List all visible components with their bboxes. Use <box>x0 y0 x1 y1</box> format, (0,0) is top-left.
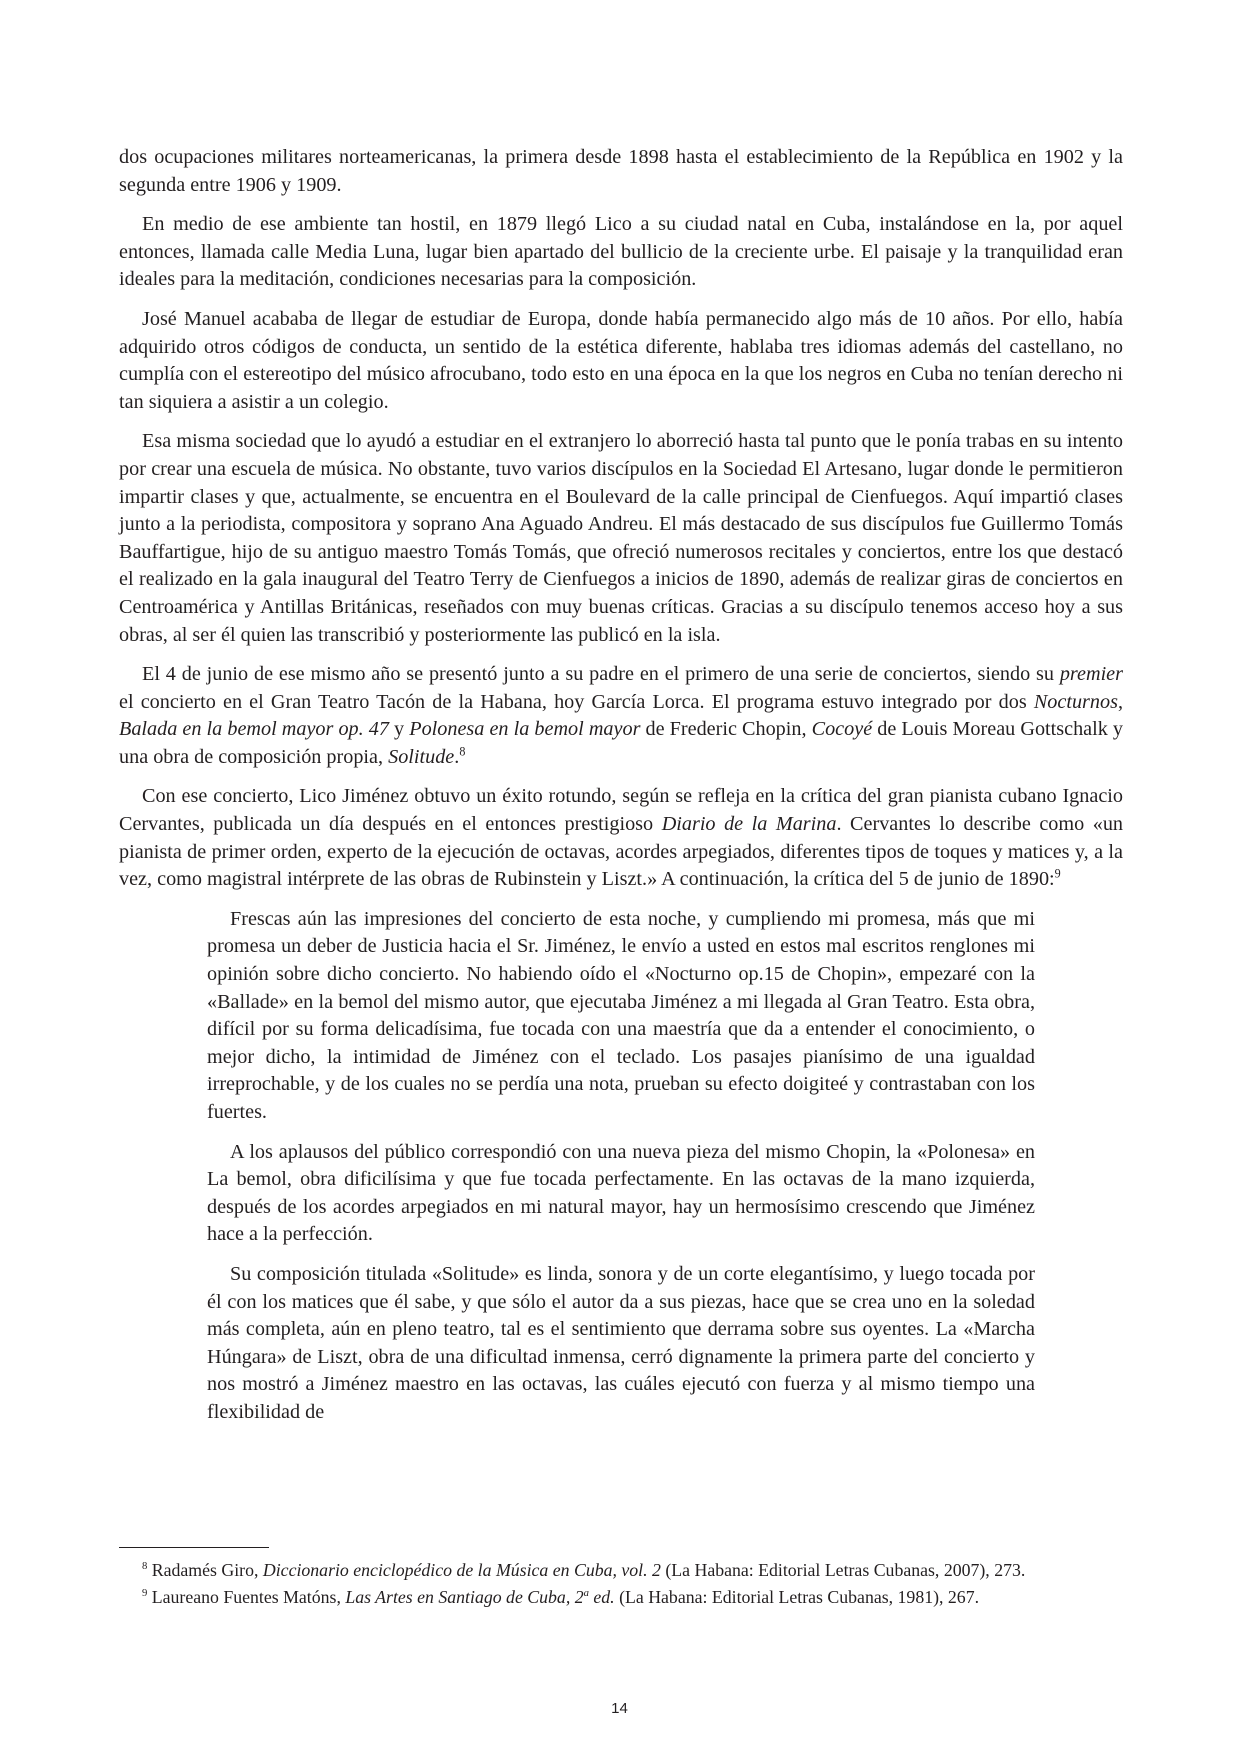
text-run: (La Habana: Editorial Letras Cubanas, 2007), 273. <box>660 1560 1026 1580</box>
text-run: Radamés Giro, <box>147 1560 263 1580</box>
paragraph-5 <box>119 661 1123 771</box>
newspaper-title: Diario de la Marina <box>661 813 837 836</box>
block-quote <box>119 906 1123 1427</box>
paragraph-3: José Manuel acababa de llegar de estudiar de Europa, donde había permanecido algo más de 10 años. Por ello, había adquirido otros códigos de conducta, un sentido de la estética diferente, hablaba tres idiomas además del castellano, no cumplía con el estereotipo del músico afrocubano, todo esto en una época en la que los negros en Cuba no tenían derecho ni tan siquiera a asistir a un colegio. <box>119 307 1123 413</box>
page-body <box>119 144 1123 1439</box>
work-title: Nocturnos <box>1033 690 1118 713</box>
quote-paragraph-1: Frescas aún las impresiones del concierto de esta noche, y cumpliendo mi promesa, más que mi promesa un deber de Justicia hacia el Sr. Jiménez, le envío a usted en estos mal escritos renglones mi opinión sobre dicho concierto. No habiendo oído el «Nocturno op.15 de Chopin», empezaré con la «Ballade» en la bemol del mismo autor, que ejecutaba Jiménez a mi llegada al Gran Teatro. Esta obra, difícil por su forma delicadísima, fue tocada con una maestría que da a entender el conocimiento, o mejor dicho, la intimidad de Jiménez con el teclado. Los pasajes pianísimo de una igualdad irreprochable, y de los cuales no se perdía una nota, prueban su efecto doigiteé y contrastaban con los fuertes. <box>207 907 1035 1123</box>
footnote-number: 8 <box>142 1560 148 1573</box>
work-title: Solitude <box>388 745 455 768</box>
text-run: . <box>454 745 460 768</box>
footnote-number: 9 <box>142 1587 148 1600</box>
text-run: Con ese concierto, Lico Jiménez obtuvo un éxito rotundo, según se refleja en la crítica del gran pianista cubano Ignacio Cervantes, publicada un día después en el entonces prestigioso <box>119 785 1123 836</box>
book-title <box>345 1587 614 1607</box>
book-title: Diccionario enciclopédico de la Música en Cuba, vol. 2 <box>262 1560 661 1580</box>
footnote-ref-8[interactable]: 8 <box>459 744 466 759</box>
text-run: Las Artes en Santiago de Cuba, 2 <box>345 1587 584 1607</box>
text-run: de Frederic Chopin, <box>640 718 812 741</box>
text-run: El 4 de junio de ese mismo año se presentó junto a su padre en el primero de una serie de conciertos, siendo su <box>142 663 1060 686</box>
work-title: Balada en la bemol mayor op. 47 <box>119 718 389 741</box>
text-run: el concierto en el Gran Teatro Tacón de la Habana, hoy García Lorca. El programa estuvo integrado por dos <box>119 690 1034 713</box>
text-run: Laureano Fuentes Matóns, <box>147 1587 346 1607</box>
text-run: (La Habana: Editorial Letras Cubanas, 1981), 267. <box>614 1587 980 1607</box>
text-run: . Cervantes lo describe como «un pianista de primer orden, experto de la ejecución de octavas, acordes arpegiados, diferentes tipos de toques y matices y, a la vez, como magistral intérprete de las obras de Rubinstein y Liszt.» A continuación, la crítica del 5 de junio de 1890: <box>119 813 1124 891</box>
footnote-divider <box>119 1547 269 1548</box>
paragraph-4: Esa misma sociedad que lo ayudó a estudiar en el extranjero lo aborreció hasta tal punto que le ponía trabas en su intento por crear una escuela de música. No obstante, tuvo varios discípulos en la Sociedad El Artesano, lugar donde le permitieron impartir clases y que, actualmente, se encuentra en el Boulevard de la calle principal de Cienfuegos. Aquí impartió clases junto a la periodista, compositora y soprano Ana Aguado Andreu. El más destacado de sus discípulos fue Guillermo Tomás Bauffartigue, hijo de su antiguo maestro Tomás Tomás, que ofreció numerosos recitales y conciertos, entre los que destacó el realizado en la gala inaugural del Teatro Terry de Cienfuegos a inicios de 1890, además de realizar giras de conciertos en Centroamérica y Antillas Británicas, reseñados con muy buenas críticas. Gracias a su discípulo tenemos acceso hoy a sus obras, al ser él quien las transcribió y posteriormente las publicó en la isla. <box>119 430 1123 646</box>
paragraph-6 <box>119 783 1123 893</box>
quote-paragraph-3: Su composición titulada «Solitude» es linda, sonora y de un corte elegantísimo, y luego tocada por él con los matices que él sabe, y que sólo el autor da a sus piezas, hace que se crea uno en la soledad más completa, aún en pleno teatro, tal es el sentimiento que derrama sobre sus oyentes. La «Marcha Húngara» de Liszt, obra de una dificultad inmensa, cerró dignamente la primera parte del concierto y nos mostró a Jiménez maestro en las octavas, las cuáles ejecutó con fuerza y al mismo tiempo una flexibilidad de <box>207 1262 1035 1423</box>
paragraph-1: dos ocupaciones militares norteamericanas, la primera desde 1898 hasta el establecimiento de la República en 1902 y la segunda entre 1906 y 1909. <box>119 146 1123 196</box>
ordinal-superscript: a <box>583 1587 589 1600</box>
footnote-8 <box>119 1557 1123 1584</box>
work-title: Cocoyé <box>811 718 873 741</box>
text-run: y <box>388 718 410 741</box>
text-run: ed. <box>588 1587 615 1607</box>
paragraph-2: En medio de ese ambiente tan hostil, en 1879 llegó Lico a su ciudad natal en Cuba, instalándose en la, por aquel entonces, llamada calle Media Luna, lugar bien apartado del bullicio de la creciente urbe. El paisaje y la tranquilidad eran ideales para la meditación, condiciones necesarias para la composición. <box>119 213 1123 291</box>
text-run: de Louis Moreau Gottschalk y una obra de composición propia, <box>119 718 1124 768</box>
footnotes <box>119 1547 1123 1611</box>
page-number: 14 <box>611 1700 628 1717</box>
footnote-9 <box>119 1584 1123 1611</box>
work-title: Polonesa en la bemol mayor <box>409 718 641 741</box>
text-run: , <box>1117 690 1123 713</box>
quote-paragraph-2: A los aplausos del público correspondió con una nueva pieza del mismo Chopin, la «Polonesa» en La bemol, obra dificilísima y que fue tocada perfectamente. En las octavas de la mano izquierda, después de los acordes arpegiados en mi natural mayor, hay un hermosísimo crescendo que Jiménez hace a la perfección. <box>207 1140 1035 1246</box>
footnote-ref-9[interactable]: 9 <box>1054 866 1061 881</box>
italic-term: premier <box>1059 663 1123 686</box>
